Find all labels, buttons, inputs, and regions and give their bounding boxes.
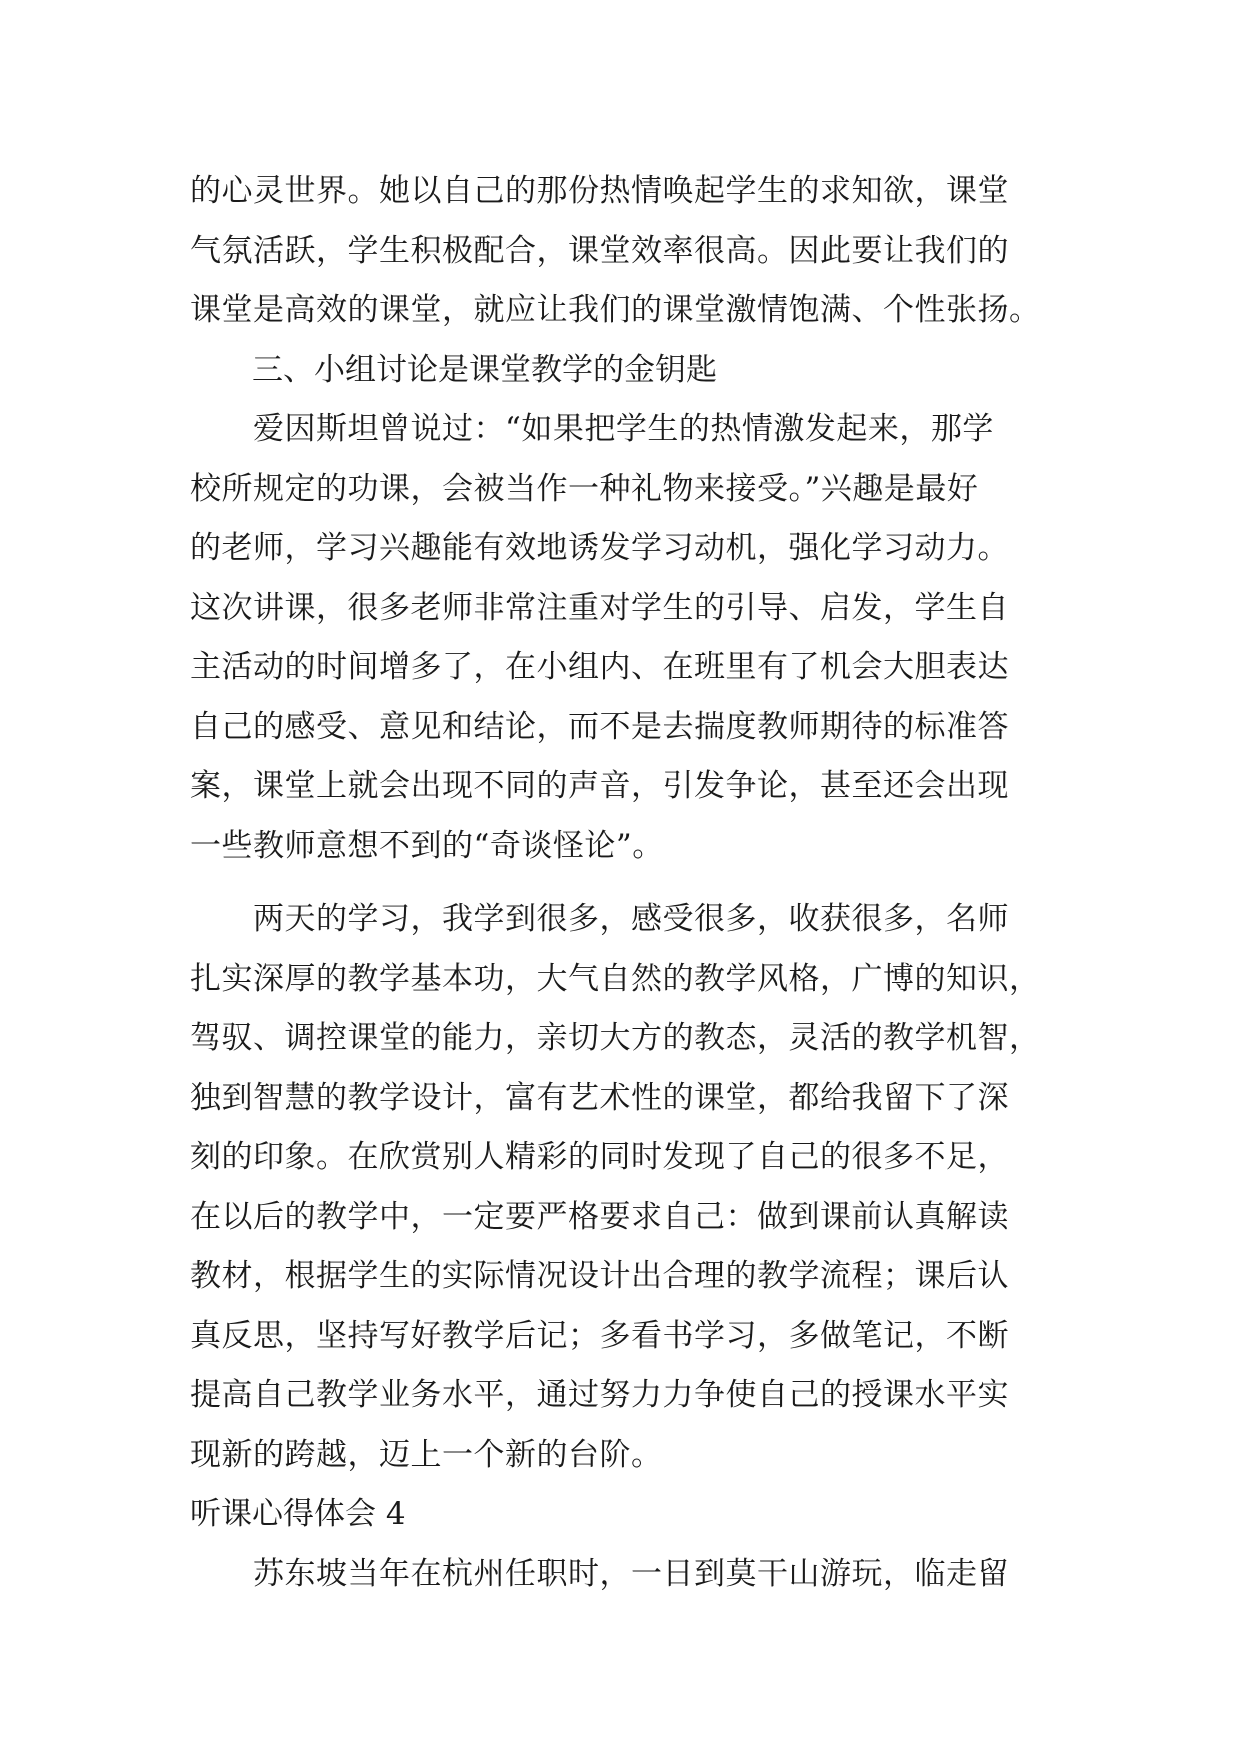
paragraph-2 [190, 400, 1056, 876]
text-line: 刻的印象。在欣赏别人精彩的同时发现了自己的很多不足， [190, 1139, 1009, 1175]
text-line: 爱因斯坦曾说过：“如果把学生的热情激发起来，那学 [190, 411, 994, 447]
section-heading: 三、小组讨论是课堂教学的金钥匙 [190, 351, 717, 388]
text-line: 两天的学习，我学到很多，感受很多，收获很多，名师 [190, 901, 1009, 937]
text-line: 自己的感受、意见和结论，而不是去揣度教师期待的标准答 [190, 708, 1009, 745]
text-line: 这次讲课，很多老师非常注重对学生的引导、启发，学生自 [190, 589, 1009, 626]
text-line: 一些教师意想不到的“奇谈怪论”。 [190, 827, 664, 864]
text-line: 驾驭、调控课堂的能力，亲切大方的教态，灵活的教学机智， [190, 1020, 1041, 1056]
text-line: 课堂是高效的课堂，就应让我们的课堂激情饱满、个性张扬。 [190, 292, 1041, 328]
text-line: 现新的跨越，迈上一个新的台阶。 [190, 1436, 663, 1473]
document-page [190, 162, 1056, 1604]
text-line: 校所规定的功课，会被当作一种礼物来接受。”兴趣是最好 [190, 470, 979, 507]
text-line: 主活动的时间增多了，在小组内、在班里有了机会大胆表达 [190, 649, 1009, 685]
text-line: 在以后的教学中，一定要严格要求自己：做到课前认真解读 [190, 1198, 1009, 1235]
text-line: 教材，根据学生的实际情况设计出合理的教学流程；课后认 [190, 1258, 1009, 1294]
paragraph-1 [190, 162, 1056, 341]
text-line: 苏东坡当年在杭州任职时，一日到莫干山游玩，临走留 [190, 1555, 1009, 1592]
text-line: 的心灵世界。她以自己的那份热情唤起学生的求知欲，课堂 [190, 173, 1009, 209]
text-line: 案，课堂上就会出现不同的声音，引发争论，甚至还会出现 [190, 768, 1009, 804]
paragraph-3 [190, 890, 1056, 1485]
text-line: 独到智慧的教学设计，富有艺术性的课堂，都给我留下了深 [190, 1079, 1009, 1116]
text-line: 扎实深厚的教学基本功，大气自然的教学风格，广博的知识， [190, 960, 1041, 997]
paragraph-spacer [190, 876, 1056, 890]
paragraph-4 [190, 1545, 1056, 1605]
text-line: 提高自己教学业务水平，通过努力力争使自己的授课水平实 [190, 1377, 1009, 1413]
text-line: 真反思，坚持写好教学后记；多看书学习，多做笔记，不断 [190, 1317, 1009, 1354]
text-line: 气氛活跃，学生积极配合，课堂效率很高。因此要让我们的 [190, 232, 1009, 269]
section-title: 听课心得体会 4 [190, 1496, 406, 1532]
text-line: 的老师，学习兴趣能有效地诱发学习动机，强化学习动力。 [190, 530, 1009, 566]
